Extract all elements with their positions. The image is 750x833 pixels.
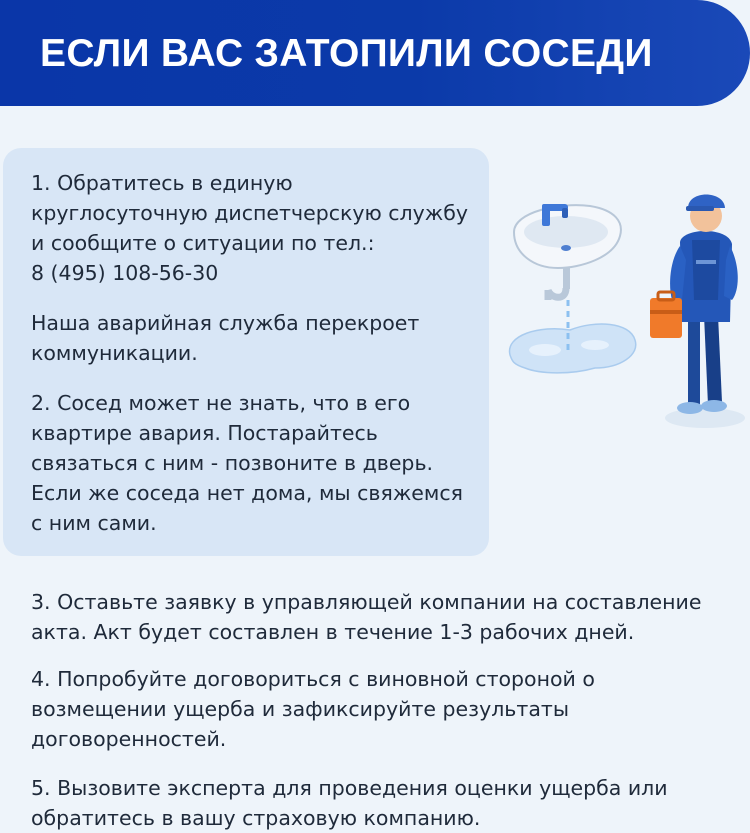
emergency-text xyxy=(31,308,419,368)
step-5-line: 5. Вызовите эксперта для проведения оценки ущерба или xyxy=(31,776,668,800)
step-1-line: и сообщите о ситуации по тел.: xyxy=(31,231,375,255)
page-title: ЕСЛИ ВАС ЗАТОПИЛИ СОСЕДИ xyxy=(40,32,653,75)
step-1-text xyxy=(31,168,468,288)
step-2-line: Если же соседа нет дома, мы свяжемся xyxy=(31,481,463,505)
plumber-illustration xyxy=(500,150,750,450)
step-1-line: 1. Обратитесь в единую xyxy=(31,171,293,195)
header-banner xyxy=(0,0,750,106)
step-2-line: связаться с ним - позвоните в дверь. xyxy=(31,451,434,475)
step-2-line: 2. Сосед может не знать, что в его xyxy=(31,391,411,415)
water-puddle-icon xyxy=(510,324,636,373)
step-3-line: 3. Оставьте заявку в управляющей компании на составление xyxy=(31,590,702,614)
step-5-text xyxy=(31,773,668,833)
step-4-text xyxy=(31,664,595,754)
phone-number: 8 (495) 108-56-30 xyxy=(31,261,219,285)
step-2-line: с ним сами. xyxy=(31,511,157,535)
step-3-text xyxy=(31,587,702,647)
worker-figure xyxy=(650,195,745,429)
step-4-line: возмещении ущерба и зафиксируйте результаты xyxy=(31,697,570,721)
toolbox-icon xyxy=(650,292,682,338)
step-2-text xyxy=(31,388,463,538)
step-4-line: 4. Попробуйте договориться с виновной стороной о xyxy=(31,667,595,691)
step-5-line: обратитесь в вашу страховую компанию. xyxy=(31,806,481,830)
step-1-line: круглосуточную диспетчерскую службу xyxy=(31,201,469,225)
step-4-line: договоренностей. xyxy=(31,727,227,751)
step-2-line: квартире авария. Постарайтесь xyxy=(31,421,378,445)
emergency-line: коммуникации. xyxy=(31,341,198,365)
emergency-line: Наша аварийная служба перекроет xyxy=(31,311,420,335)
step-3-line: акта. Акт будет составлен в течение 1-3 рабочих дней. xyxy=(31,620,635,644)
